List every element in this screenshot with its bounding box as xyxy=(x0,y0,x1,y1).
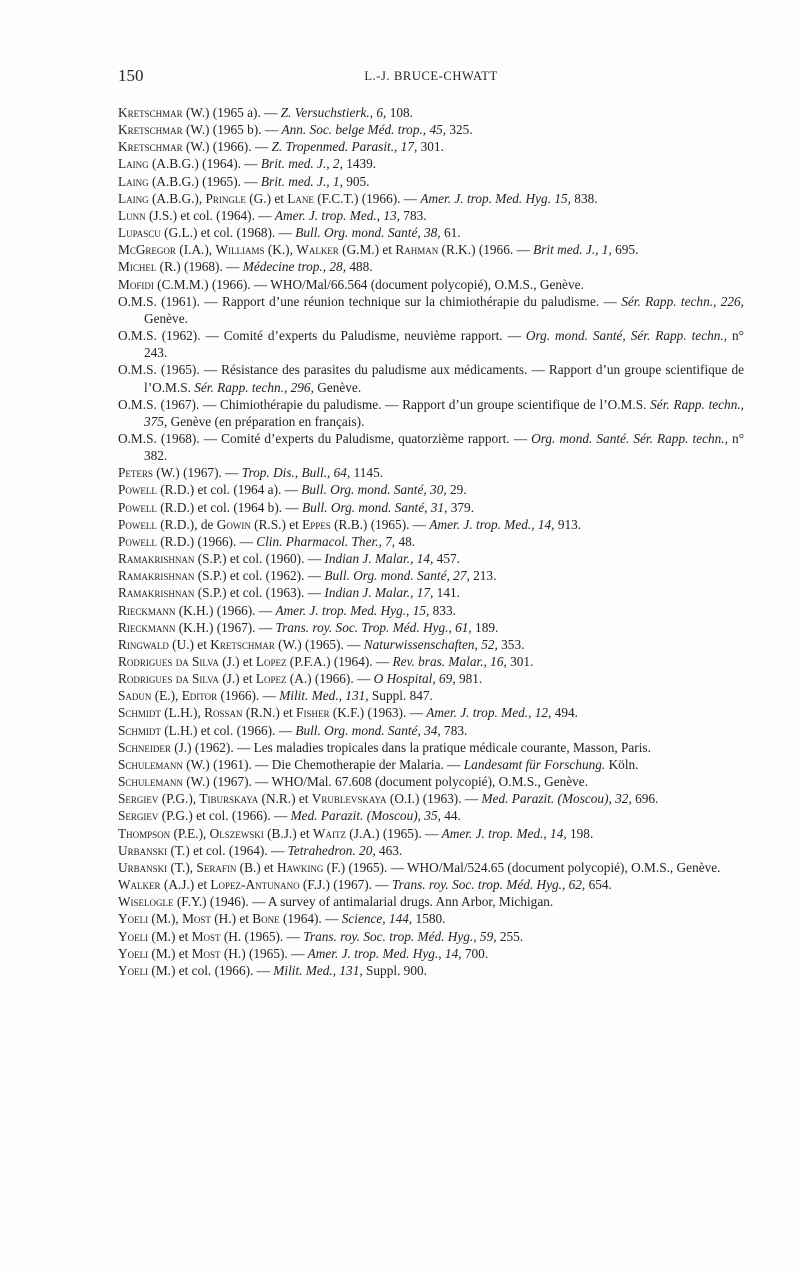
reference-text: (L.H.), xyxy=(160,705,205,721)
reference-text: (E.), xyxy=(151,688,182,704)
reference-text: 379. xyxy=(447,499,475,515)
reference-entry xyxy=(118,173,744,190)
reference-text: O.M.S. (1962). — Comité d’experts du Paludisme, neuvième rapport. — xyxy=(118,328,526,344)
reference-text: (G.L.) et col. (1968). — xyxy=(160,225,296,241)
reference-text: (M.) et xyxy=(148,928,192,944)
reference-text: (R.D.) et col. (1964 a). — xyxy=(156,482,302,498)
author-name: Olszewski xyxy=(209,825,264,841)
author-name: Lupascu xyxy=(118,225,161,241)
journal-citation: Ann. Soc. belge Méd. trop., 45, xyxy=(281,122,447,138)
reference-entry xyxy=(118,207,744,224)
journal-citation: Amer. J. trop. Med., 14, xyxy=(429,516,555,532)
reference-entry xyxy=(118,636,744,653)
reference-entry xyxy=(118,756,744,773)
author-name: Schmidt xyxy=(118,722,161,738)
journal-citation: Milit. Med., 131, xyxy=(279,688,369,704)
reference-text: 353. xyxy=(497,636,525,652)
reference-entry xyxy=(118,722,744,739)
reference-text: (U.) et xyxy=(168,636,211,652)
reference-text: 1580. xyxy=(412,911,446,927)
reference-text: (B.J.) et xyxy=(263,825,313,841)
reference-text: (J.S.) et col. (1964). — xyxy=(145,207,275,223)
reference-text: Genève (en préparation en français). xyxy=(167,413,365,429)
author-name: Rodrigues da Silva xyxy=(118,671,219,687)
author-name: Michel xyxy=(118,259,157,275)
reference-text: (W.) (1961). — Die Chemotherapie der Malaria. — xyxy=(182,756,464,772)
author-name: Ramakrishnan xyxy=(118,551,195,567)
journal-citation: Landesamt für Forschung. xyxy=(463,756,606,772)
reference-text: (W.) (1965). — xyxy=(274,636,364,652)
reference-entry xyxy=(118,842,744,859)
reference-text: (M.) et xyxy=(148,945,192,961)
author-name: Yoeli xyxy=(118,945,149,961)
reference-text: (F.C.T.) (1966). — xyxy=(313,190,421,206)
author-name: McGregor xyxy=(118,242,176,258)
reference-text: 189. xyxy=(471,619,499,635)
author-name: Rahman xyxy=(395,242,439,258)
author-name: Editor xyxy=(181,688,218,704)
reference-text: 488. xyxy=(346,259,373,275)
reference-text: (H.) et xyxy=(210,911,253,927)
reference-text: (A.B.G.), xyxy=(148,190,206,206)
journal-citation: Bull. Org. mond. Santé, 31, xyxy=(302,499,448,515)
author-name: Most xyxy=(191,945,221,961)
reference-entry xyxy=(118,293,744,327)
reference-entry xyxy=(118,533,744,550)
author-name: Schulemann xyxy=(118,756,183,772)
reference-text: (W.) (1965 a). — xyxy=(182,105,281,120)
reference-entry xyxy=(118,602,744,619)
reference-text: (R.K.) (1966. — xyxy=(438,242,534,258)
journal-citation: Sér. Rapp. techn., 226, xyxy=(621,293,744,309)
reference-text: (A.J.) et xyxy=(160,877,211,893)
reference-text: 494. xyxy=(551,705,578,721)
reference-text: 905. xyxy=(342,173,370,189)
reference-text: 981. xyxy=(455,671,483,687)
reference-text: (K.), xyxy=(264,242,297,258)
journal-citation: O Hospital, 69, xyxy=(373,671,456,687)
journal-citation: Médecine trop., 28, xyxy=(242,259,347,275)
reference-text: (H. (1965). — xyxy=(220,928,304,944)
author-name: Tiburskaya xyxy=(199,791,259,807)
reference-entry xyxy=(118,499,744,516)
reference-text: (R.B.) (1965). — xyxy=(330,516,430,532)
author-name: Urbanski xyxy=(118,859,168,875)
reference-text: 198. xyxy=(566,825,594,841)
author-name: Hawking xyxy=(276,859,324,875)
author-name: Lane xyxy=(287,190,314,206)
journal-citation: Org. mond. Santé, Sér. Rapp. techn., xyxy=(525,328,728,344)
reference-entry xyxy=(118,893,744,910)
author-name: Thompson xyxy=(118,825,171,841)
author-name: Bone xyxy=(252,911,280,927)
reference-entry xyxy=(118,224,744,241)
reference-entry xyxy=(118,361,744,395)
reference-text: (A.B.G.) (1965). — xyxy=(148,173,261,189)
reference-text: (G.M.) et xyxy=(338,242,396,258)
reference-entry xyxy=(118,104,744,121)
page-number: 150 xyxy=(118,66,144,85)
reference-entry xyxy=(118,276,744,293)
author-name: Powell xyxy=(118,482,157,498)
reference-text: Köln. xyxy=(605,756,639,772)
reference-text: n° 243. xyxy=(144,328,744,361)
reference-text: (P.E.), xyxy=(170,825,210,841)
journal-citation: Science, 144, xyxy=(341,911,413,927)
journal-citation: Amer. J. trop. Med. Hyg., 15, xyxy=(275,602,430,618)
reference-text: 695. xyxy=(611,242,639,258)
author-name: Williams xyxy=(215,242,265,258)
reference-text: 255. xyxy=(496,928,524,944)
reference-entry xyxy=(118,327,744,361)
author-name: Kretschmar xyxy=(210,636,275,652)
reference-entry xyxy=(118,876,744,893)
author-name: Gowin xyxy=(216,516,251,532)
reference-entry xyxy=(118,396,744,430)
reference-text: (A.) (1966). — xyxy=(286,671,374,687)
journal-citation: Indian J. Malar., 14, xyxy=(324,551,434,567)
reference-text: (1964). — xyxy=(279,911,342,927)
reference-text: 838. xyxy=(570,190,598,206)
reference-entry xyxy=(118,121,744,138)
reference-entry xyxy=(118,773,744,790)
reference-text: 1145. xyxy=(350,465,384,481)
journal-citation: Brit med. J., 1, xyxy=(533,242,612,258)
reference-text: (W.) (1966). — xyxy=(182,139,272,155)
reference-text: 29. xyxy=(446,482,467,498)
journal-citation: Bull. Org. mond. Santé, 38, xyxy=(295,225,441,241)
reference-text: n° 382. xyxy=(144,430,745,464)
journal-citation: Bull. Org. mond. Santé, 30, xyxy=(301,482,447,498)
reference-list xyxy=(118,104,744,979)
reference-text: (M.), xyxy=(148,911,183,927)
reference-text: (F.Y.) (1946). — A survey of antimalarial drugs. Ann Arbor, Michigan. xyxy=(173,894,554,910)
author-name: Eppes xyxy=(302,516,331,532)
author-name: Sergiev xyxy=(118,791,159,807)
reference-entry xyxy=(118,653,744,670)
journal-citation: Trop. Dis., Bull., 64, xyxy=(241,465,351,481)
journal-citation: Indian J. Malar., 17, xyxy=(324,585,434,601)
reference-text: (W.) (1967). — WHO/Mal. 67.608 (document polycopié), O.M.S., Genève. xyxy=(182,774,589,790)
journal-citation: Rev. bras. Malar., 16, xyxy=(392,654,507,669)
journal-citation: Brit. med. J., 1, xyxy=(260,173,343,189)
reference-text: (W.) (1965 b). — xyxy=(182,122,282,138)
reference-text: (K.H.) (1967). — xyxy=(175,619,276,635)
journal-citation: Trans. roy. Soc. Trop. Méd. Hyg., 61, xyxy=(275,619,472,635)
reference-text: (R.D.) (1966). — xyxy=(156,533,257,549)
author-name: Pringle xyxy=(205,190,246,206)
reference-text: Suppl. 900. xyxy=(362,962,427,978)
author-name: Waitz xyxy=(312,825,346,841)
reference-entry xyxy=(118,516,744,533)
journal-citation: Z. Versuchstierk., 6, xyxy=(280,105,387,120)
reference-text: (1966). — xyxy=(217,688,280,704)
reference-entry xyxy=(118,825,744,842)
journal-citation: Naturwissenschaften, 52, xyxy=(363,636,498,652)
journal-citation: Milit. Med., 131, xyxy=(273,962,363,978)
author-name: Fisher xyxy=(296,705,330,721)
reference-text: (T.), xyxy=(167,859,197,875)
author-name: Lunn xyxy=(118,207,146,223)
reference-entry xyxy=(118,928,744,945)
journal-citation: Bull. Org. mond. Santé, 27, xyxy=(324,568,470,584)
reference-text: (J.) et xyxy=(218,654,256,669)
reference-text: 108. xyxy=(386,105,413,120)
reference-entry xyxy=(118,945,744,962)
journal-citation: Amer. J. trop. Med., 12, xyxy=(426,705,552,721)
reference-text: (F.J.) (1967). — xyxy=(299,877,392,893)
reference-text: 696. xyxy=(631,791,659,807)
reference-text: (T.) et col. (1964). — xyxy=(167,842,288,858)
reference-text: (P.F.A.) (1964). — xyxy=(286,654,393,669)
reference-text: 457. xyxy=(433,551,460,567)
reference-text: (F.) (1965). — WHO/Mal/524.65 (document polycopié), O.M.S., Genève. xyxy=(323,859,721,875)
reference-text: 654. xyxy=(585,877,612,893)
reference-entry xyxy=(118,138,744,155)
author-name: Mofidi xyxy=(118,276,154,292)
reference-text: (J.A.) (1965). — xyxy=(345,825,442,841)
reference-text: (C.M.M.) (1966). — WHO/Mal/66.564 (document polycopié), O.M.S., Genève. xyxy=(153,276,584,292)
journal-citation: Sér. Rapp. techn., 296, xyxy=(194,379,314,395)
author-name: Powell xyxy=(118,516,157,532)
author-name: Schmidt xyxy=(118,705,161,721)
running-head: L.-J. BRUCE-CHWATT xyxy=(364,69,498,83)
reference-text: O.M.S. (1968). — Comité d’experts du Paludisme, quatorzième rapport. — xyxy=(118,430,532,446)
reference-text: 913. xyxy=(554,516,582,532)
journal-citation: Amer. J. trop. Med., 13, xyxy=(274,207,400,223)
author-name: Schneider xyxy=(118,739,171,755)
journal-citation: Tetrahedron. 20, xyxy=(287,842,376,858)
reference-text: (S.P.) et col. (1960). — xyxy=(194,551,325,567)
reference-entry xyxy=(118,619,744,636)
reference-text: (R.D.), de xyxy=(156,516,217,532)
reference-text: (R.S.) et xyxy=(250,516,303,532)
reference-text: 783. xyxy=(399,207,427,223)
reference-text: (A.B.G.) (1964). — xyxy=(148,156,261,172)
author-name: Powell xyxy=(118,499,157,515)
reference-text: (J.) (1962). — Les maladies tropicales dans la pratique médicale courante, Masson, Paris. xyxy=(170,739,651,755)
page-header xyxy=(118,66,744,88)
author-name: Rieckmann xyxy=(118,602,176,618)
author-name: Serafin xyxy=(196,859,237,875)
reference-entry xyxy=(118,807,744,824)
author-name: Most xyxy=(182,911,211,927)
reference-text: (J.) et xyxy=(218,671,256,687)
reference-text: Genève. xyxy=(144,310,188,326)
journal-citation: Bull. Org. mond. Santé, 34, xyxy=(295,722,441,738)
journal-citation: Z. Tropenmed. Parasit., 17, xyxy=(271,139,418,155)
reference-text: O.M.S. (1967). — Chimiothérapie du paludisme. — Rapport d’un groupe scientifique de l’O.M.S. xyxy=(118,396,651,412)
author-name: Walker xyxy=(118,877,161,893)
author-name: Laing xyxy=(118,173,149,189)
author-name: Most xyxy=(191,928,221,944)
reference-text: (H.) (1965). — xyxy=(220,945,308,961)
journal-citation: Amer. J. trop. Med., 14, xyxy=(441,825,567,841)
journal-citation: Med. Parazit. (Moscou), 32, xyxy=(481,791,632,807)
reference-text: 48. xyxy=(395,533,416,549)
journal-citation: Org. mond. Santé. Sér. Rapp. techn., xyxy=(531,430,728,446)
reference-text: (K.H.) (1966). — xyxy=(175,602,276,618)
author-name: Walker xyxy=(296,242,339,258)
journal-citation: Med. Parazit. (Moscou), 35, xyxy=(290,808,441,824)
reference-text: (W.) (1967). — xyxy=(152,465,242,481)
reference-text: 325. xyxy=(446,122,473,138)
reference-text: O.M.S. (1961). — Rapport d’une réunion technique sur la chimiothérapie du paludisme. — xyxy=(118,293,622,309)
reference-text: 141. xyxy=(433,585,460,601)
reference-text: (R.) (1968). — xyxy=(156,259,243,275)
reference-entry xyxy=(118,241,744,258)
reference-text: (N.R.) et xyxy=(258,791,312,807)
reference-entry xyxy=(118,567,744,584)
reference-text: 301. xyxy=(506,654,534,669)
author-name: Rieckmann xyxy=(118,619,176,635)
author-name: Ramakrishnan xyxy=(118,568,195,584)
reference-text: (K.F.) (1963). — xyxy=(329,705,427,721)
reference-text: 833. xyxy=(429,602,456,618)
reference-text: (P.G.), xyxy=(158,791,200,807)
journal-citation: Amer. J. trop. Med. Hyg., 14, xyxy=(307,945,462,961)
author-name: Vrublevskaya xyxy=(311,791,387,807)
journal-citation: Amer. J. trop. Med. Hyg. 15, xyxy=(420,190,571,206)
reference-entry xyxy=(118,910,744,927)
author-name: Powell xyxy=(118,533,157,549)
reference-text: (R.D.) et col. (1964 b). — xyxy=(156,499,303,515)
reference-entry xyxy=(118,670,744,687)
journal-citation: Brit. med. J., 2, xyxy=(260,156,343,172)
reference-text: (B.) et xyxy=(236,859,277,875)
journal-citation: Clin. Pharmacol. Ther., 7, xyxy=(256,533,396,549)
reference-entry xyxy=(118,430,744,464)
reference-text: 700. xyxy=(461,945,489,961)
journal-citation: Trans. roy. Soc. trop. Méd. Hyg., 62, xyxy=(391,877,586,893)
reference-entry xyxy=(118,859,744,876)
author-name: Sadun xyxy=(118,688,152,704)
author-name: Lopez xyxy=(255,654,287,669)
reference-entry xyxy=(118,190,744,207)
author-name: Lopez-Antunano xyxy=(210,877,300,893)
reference-text: (O.I.) (1963). — xyxy=(386,791,482,807)
reference-text: 783. xyxy=(440,722,468,738)
author-name: Schulemann xyxy=(118,774,183,790)
author-name: Ringwald xyxy=(118,636,169,652)
author-name: Rossan xyxy=(204,705,243,721)
author-name: Urbanski xyxy=(118,842,168,858)
author-name: Sergiev xyxy=(118,808,159,824)
author-name: Wiselogle xyxy=(118,894,174,910)
reference-text: (R.N.) et xyxy=(242,705,297,721)
reference-text: Genève. xyxy=(313,379,362,395)
reference-entry xyxy=(118,962,744,979)
reference-text: 1439. xyxy=(342,156,377,172)
reference-text: (M.) et col. (1966). — xyxy=(148,962,274,978)
reference-entry xyxy=(118,550,744,567)
reference-text: (P.G.) et col. (1966). — xyxy=(158,808,291,824)
reference-entry xyxy=(118,704,744,721)
reference-text: (S.P.) et col. (1963). — xyxy=(194,585,325,601)
journal-citation: Trans. roy. Soc. trop. Méd. Hyg., 59, xyxy=(303,928,497,944)
journal-citation: Sér. Rapp. techn., 375, xyxy=(144,396,745,429)
author-name: Laing xyxy=(118,190,149,206)
reference-entry xyxy=(118,155,744,172)
reference-text: (L.H.) et col. (1966). — xyxy=(160,722,296,738)
author-name: Yoeli xyxy=(118,911,149,927)
reference-text: 213. xyxy=(469,568,497,584)
reference-entry xyxy=(118,464,744,481)
reference-entry xyxy=(118,739,744,756)
reference-entry xyxy=(118,481,744,498)
reference-text: 301. xyxy=(417,139,444,155)
reference-text: Suppl. 847. xyxy=(368,688,433,704)
reference-text: O.M.S. (1965). — Résistance des parasites du paludisme aux médicaments. — Rapport d’un groupe scientifique de l’O.M.S. xyxy=(118,362,744,395)
author-name: Rodrigues da Silva xyxy=(118,654,219,669)
author-name: Peters xyxy=(118,465,153,481)
author-name: Laing xyxy=(118,156,149,172)
author-name: Yoeli xyxy=(118,962,149,978)
reference-text: 463. xyxy=(375,842,403,858)
author-name: Kretschmar xyxy=(118,105,183,120)
author-name: Lopez xyxy=(255,671,287,687)
reference-text: 61. xyxy=(440,225,461,241)
reference-entry xyxy=(118,790,744,807)
author-name: Kretschmar xyxy=(118,139,183,155)
author-name: Kretschmar xyxy=(118,122,183,138)
reference-text: (G.) et xyxy=(245,190,288,206)
reference-entry xyxy=(118,584,744,601)
author-name: Ramakrishnan xyxy=(118,585,195,601)
author-name: Yoeli xyxy=(118,928,149,944)
reference-text: 44. xyxy=(440,808,461,824)
reference-entry xyxy=(118,258,744,275)
reference-text: (S.P.) et col. (1962). — xyxy=(194,568,325,584)
reference-text: (I.A.), xyxy=(175,242,216,258)
reference-entry xyxy=(118,687,744,704)
